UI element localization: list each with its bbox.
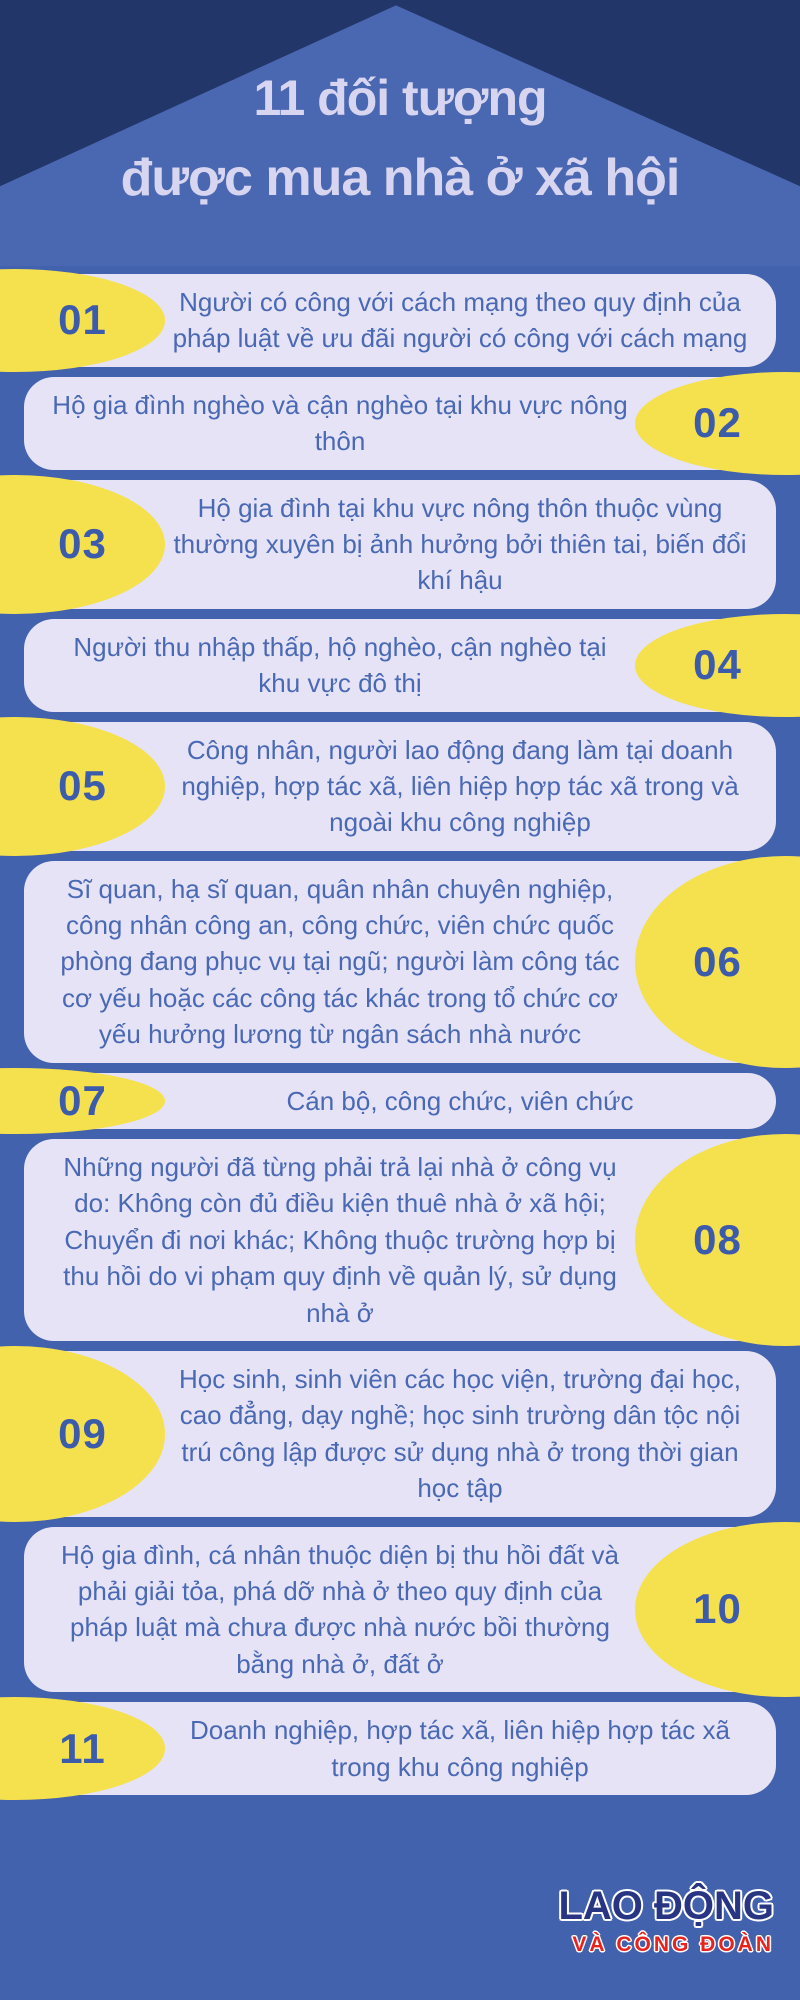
- item-row-05: [0, 722, 800, 851]
- item-number-badge: 01: [0, 269, 165, 372]
- item-row-02: [0, 377, 800, 470]
- item-number-badge: 03: [0, 475, 165, 614]
- page-title-line2: được mua nhà ở xã hội: [120, 149, 680, 207]
- item-number-badge: 06: [635, 856, 800, 1068]
- item-text: Hộ gia đình tại khu vực nông thôn thuộc vùng thường xuyên bị ảnh hưởng bởi thiên tai, biến đổi khí hậu: [173, 492, 747, 596]
- item-number-badge: 10: [635, 1522, 800, 1698]
- item-text: Cán bộ, công chức, viên chức: [286, 1085, 634, 1116]
- item-row-04: [0, 619, 800, 712]
- item-text: Công nhân, người lao động đang làm tại doanh nghiệp, hợp tác xã, liên hiệp hợp tác xã trong và ngoài khu công nghiệp: [181, 734, 739, 838]
- item-row-11: [0, 1702, 800, 1795]
- publisher-logo-line1: LAO ĐỘNG: [558, 1884, 774, 1928]
- item-number-badge: 11: [0, 1697, 165, 1800]
- item-row-06: [0, 861, 800, 1063]
- item-row-09: [0, 1351, 800, 1517]
- item-text: Sĩ quan, hạ sĩ quan, quân nhân chuyên nghiệp, công nhân công an, công chức, viên chức quốc phòng đang phục vụ tại ngũ; người làm công tác cơ yếu hoặc các công tác khác trong tổ chức cơ yếu hưởng lương từ ngân sách nhà nước: [60, 873, 620, 1050]
- eligibility-list: [0, 266, 800, 1795]
- item-text: Người có công với cách mạng theo quy định của pháp luật về ưu đãi người có công với cách mạng: [172, 287, 748, 354]
- item-row-07: [0, 1073, 800, 1129]
- item-text: Hộ gia đình nghèo và cận nghèo tại khu vực nông thôn: [52, 389, 628, 457]
- item-text: Hộ gia đình, cá nhân thuộc diện bị thu hồi đất và phải giải tỏa, phá dỡ nhà ở theo quy định của pháp luật mà chưa được nhà nước bồi thường bằng nhà ở, đất ở: [61, 1539, 619, 1679]
- page-title-line1: 11 đối tượng: [253, 70, 547, 126]
- item-text: Doanh nghiệp, hợp tác xã, liên hiệp hợp tác xã trong khu công nghiệp: [189, 1715, 730, 1782]
- publisher-logo-line2: VÀ CÔNG ĐOÀN: [572, 1933, 774, 1956]
- publisher-logo: [558, 1886, 774, 1955]
- item-number-badge: 02: [635, 372, 800, 475]
- item-number-badge: 09: [0, 1346, 165, 1522]
- item-row-08: [0, 1139, 800, 1341]
- item-number-badge: 04: [635, 614, 800, 717]
- item-text: Học sinh, sinh viên các học viện, trường đại học, cao đẳng, dạy nghề; học sinh trường dân tộc nội trú công lập được sử dụng nhà ở trong thời gian học tập: [179, 1363, 741, 1504]
- item-row-03: [0, 480, 800, 609]
- header: [0, 0, 800, 266]
- item-number-badge: 05: [0, 717, 165, 856]
- item-text: Người thu nhập thấp, hộ nghèo, cận nghèo tại khu vực đô thị: [73, 631, 607, 699]
- item-number-badge: 07: [0, 1068, 165, 1134]
- page-title: [0, 58, 800, 218]
- item-row-01: [0, 274, 800, 367]
- item-text: Những người đã từng phải trả lại nhà ở công vụ do: Không còn đủ điều kiện thuê nhà ở xã hội; Chuyển đi nơi khác; Không thuộc trường hợp bị thu hồi do vi phạm quy định về quản lý, sử dụng nhà ở: [63, 1152, 617, 1328]
- item-number-badge: 08: [635, 1134, 800, 1346]
- item-row-10: [0, 1527, 800, 1693]
